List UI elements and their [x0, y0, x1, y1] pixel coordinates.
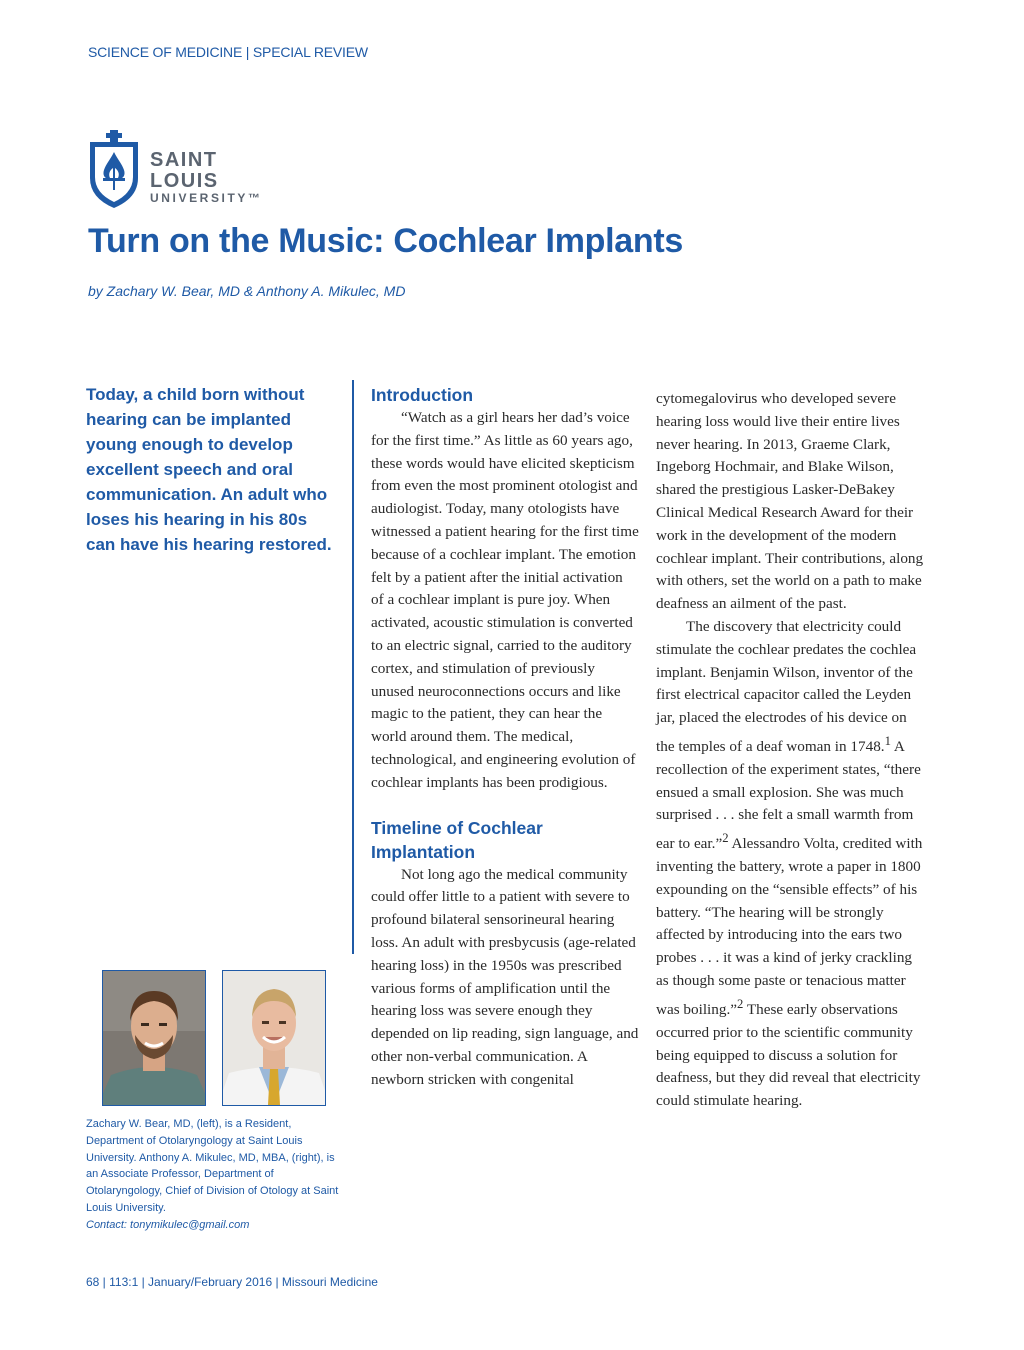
pull-quote: Today, a child born without hearing can be implanted young enough to develop excellent speech and oral communication. An adult who loses his hearing in his 80s can have his hearing restored.: [86, 385, 332, 554]
university-logo: [86, 128, 286, 210]
p2-text-a: The discovery that electricity could stimulate the cochlear predates the cochlea implant. Benjamin Wilson, inventor of the first electrical capacitor called the Leyden jar, placed the electrodes of his device on the temples of a deaf woman in 1748.: [656, 617, 917, 756]
right-paragraph-2: [656, 616, 924, 1113]
shield-icon: [86, 128, 142, 210]
heading-introduction: Introduction: [371, 385, 474, 405]
article-title: Turn on the Music: Cochlear Implants: [88, 222, 683, 260]
logo-line-1: SAINT LOUIS: [150, 149, 219, 192]
p2-text-c: Alessandro Volta, credited with inventing the battery, wrote a paper in 1800 expounding on the “sensible effects” of his battery. “The hearing will be strongly affected by introducing into the ears two probes . . . it was a kind of jerky crackling as though some paste or tenacious matter was boiling.”: [656, 835, 923, 1018]
page-footer: 68 | 113:1 | January/February 2016 | Missouri Medicine: [86, 1275, 378, 1289]
caption-text: Zachary W. Bear, MD, (left), is a Resident, Department of Otolaryngology at Saint Louis University. Anthony A. Mikulec, MD, MBA, (right), is an Associate Professor, Department of Otolaryngology, Chief of Division of Otology at Saint Louis University.: [86, 1118, 339, 1214]
middle-column: [371, 383, 639, 1092]
reference-1: 1: [884, 733, 891, 748]
author-caption: [86, 1116, 348, 1234]
p2-text-d: These early observations occurred prior to the scientific community being equipped to discuss a solution for deafness, but they did reveal that electricity could stimulate hearing.: [656, 1000, 921, 1110]
contact-email: Contact: tonymikulec@gmail.com: [86, 1218, 250, 1231]
author-photo-mikulec: [222, 970, 326, 1106]
author-photo-bear: [102, 970, 206, 1106]
reference-2: 2: [722, 831, 729, 846]
right-paragraph-1: cytomegalovirus who developed severe hearing loss would live their entire lives never hearing. In 2013, Graeme Clark, Ingeborg Hochmair, and Blake Wilson, shared the prestigious Lasker-DeBakey Clinical Medical Research Award for their work in the development of the modern cochlear implant. Their contributions, along with others, set the world on a path to make deafness an ailment of the past.: [656, 390, 924, 613]
reference-3: 2: [737, 996, 744, 1011]
intro-paragraph: “Watch as a girl hears her dad’s voice for the first time.” As little as 60 years ago, these words would have elicited skepticism from even the most prominent otologist and audiologist. Today, many otologists have witnessed a patient hearing for the first time because of a cochlear implant. The emotion felt by a patient after the initial activation of a cochlear implant is pure joy. When activated, acoustic stimulation is converted to an electric signal, carried to the auditory cortex, and stimulation of previously unused neuroconnections occurs and like magic to the patient, they can hear the world around them. The medical, technological, and engineering evolution of cochlear implants has been prodigious.: [371, 409, 639, 791]
right-column: [656, 388, 924, 1113]
p2-text-b: A recollection of the experiment states, “there ensued a small explosion. She was much surprised . . . she felt a small warmth from ear to ear.”: [656, 738, 921, 853]
timeline-paragraph: Not long ago the medical community could offer little to a patient with severe to profound bilateral sensorineural hearing loss. An adult with presbycusis (age-related hearing loss) in the 1950s was prescribed various forms of amplification until the hearing loss was severe enough they depended on lip reading, sign language, and other non-verbal communication. A newborn stricken with congenital: [371, 865, 639, 1088]
column-divider: [352, 380, 354, 954]
byline: by Zachary W. Bear, MD & Anthony A. Mikulec, MD: [88, 283, 406, 299]
logo-line-2: UNIVERSITY™: [150, 191, 263, 205]
section-header: SCIENCE OF MEDICINE | SPECIAL REVIEW: [88, 44, 368, 60]
heading-timeline: Timeline of Cochlear Implantation: [371, 817, 543, 862]
